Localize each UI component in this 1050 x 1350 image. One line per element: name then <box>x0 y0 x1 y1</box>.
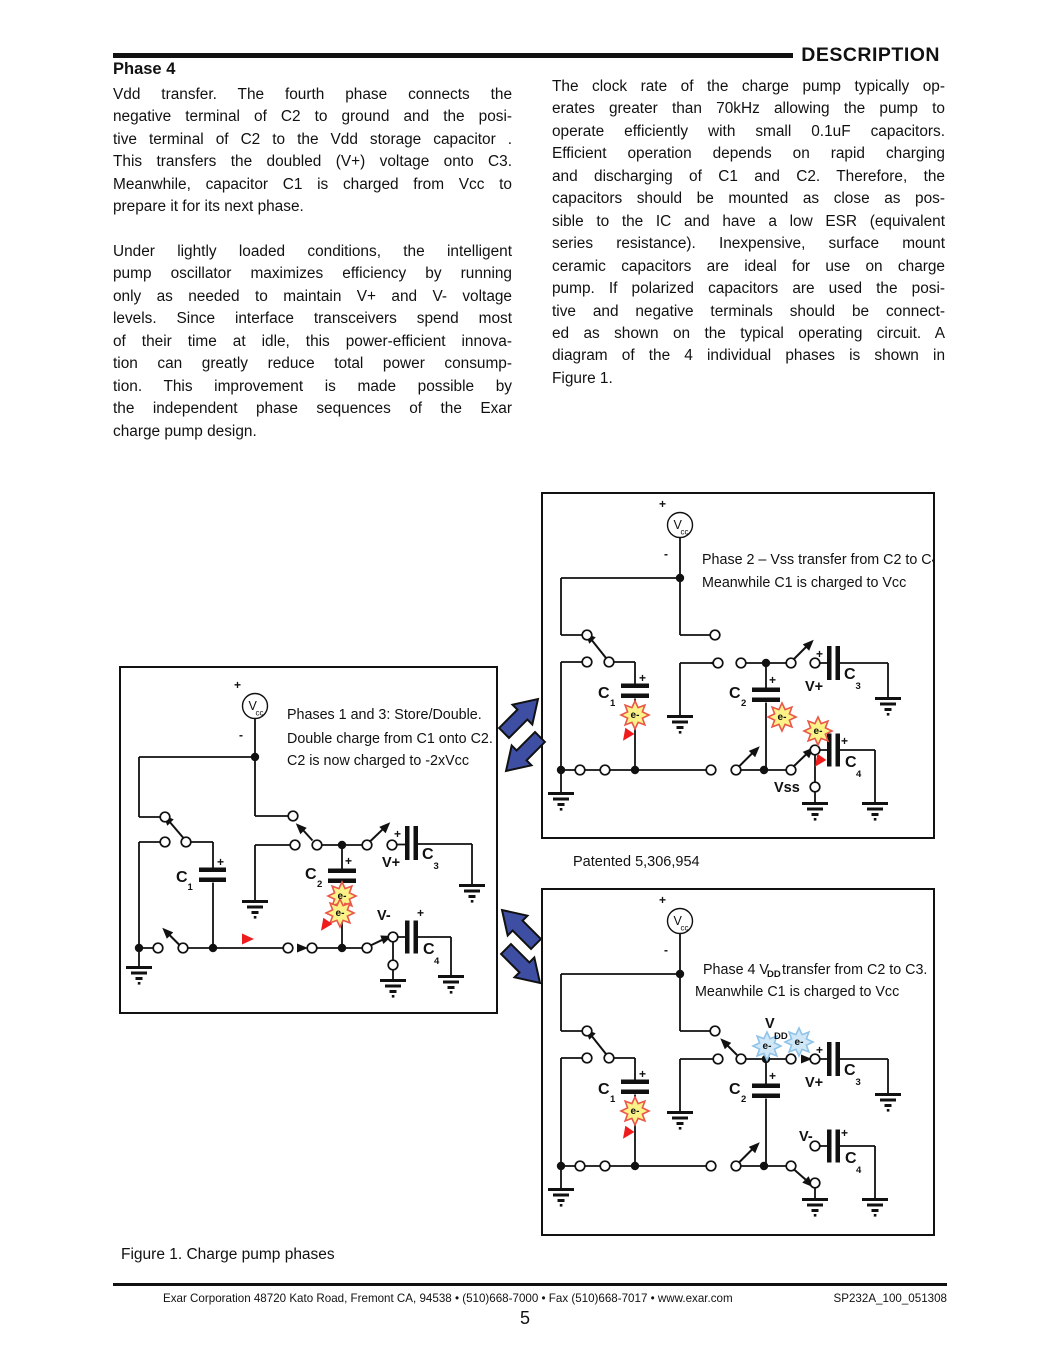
current-flow-arrows <box>618 1126 634 1142</box>
phase4-caption-line1-post: transfer from C2 to C3. <box>782 962 928 978</box>
c4-plus: + <box>417 906 425 920</box>
cap-c4-label: C <box>845 1150 857 1167</box>
subsection-title: Phase 4 <box>113 60 176 78</box>
vdd-subscript: DD <box>774 1031 788 1042</box>
cap-c3-label: C <box>422 846 434 863</box>
phase4-caption-line1-sub: DD <box>767 969 781 980</box>
text-line: charge pump design. <box>113 422 257 440</box>
c4-plus: + <box>841 734 849 748</box>
cap-c1-subscript: 1 <box>187 882 193 893</box>
text-line: tion. This improvement is made possible by <box>113 377 512 395</box>
electron-label: e- <box>335 908 345 919</box>
switch-levers <box>591 1035 806 1180</box>
left-column-paragraph-2 <box>113 241 512 443</box>
c1-plus: + <box>639 1067 647 1081</box>
cap-c4-label: C <box>423 941 435 958</box>
text-line: This transfers the doubled (V+) voltage onto C3. <box>113 153 512 171</box>
vcc-subscript: cc <box>680 527 689 537</box>
vcc-label: V <box>248 699 257 713</box>
header-rule <box>113 53 793 58</box>
phase4-caption-line2: Meanwhile C1 is charged to Vcc <box>695 984 900 1000</box>
text-line: ceramic capacitors are ideal for use on charge <box>552 257 945 275</box>
electron-badges <box>621 701 832 745</box>
cap-c3-label: C <box>844 666 856 683</box>
footer-doc-code: SP232A_100_051308 <box>833 1292 947 1305</box>
cap-c1-label: C <box>598 1081 610 1098</box>
cap-c4-subscript: 4 <box>434 956 440 967</box>
c1-plus: + <box>217 855 225 869</box>
c3-plus: + <box>816 647 824 661</box>
vminus-label: V- <box>799 1129 813 1145</box>
arrow-northwest <box>492 900 546 954</box>
phase4-circuit <box>543 890 933 1234</box>
cap-c2-subscript: 2 <box>741 1094 747 1105</box>
text-line: Vdd transfer. The fourth phase connects the <box>113 86 512 103</box>
text-line: prepare it for its next phase. <box>113 198 304 216</box>
switch-contacts <box>575 1026 820 1188</box>
phase-transition-arrows-bottom <box>490 896 552 996</box>
junction-dots <box>135 753 346 952</box>
switch-arrowheads <box>159 812 394 953</box>
vminus-label: V- <box>377 908 391 924</box>
text-line: negative terminal of C2 to ground and the posi- <box>113 108 512 126</box>
arrow-southwest <box>496 727 550 781</box>
text-line: the independent phase sequences of the Exar <box>113 400 512 418</box>
arrow-northeast <box>494 689 548 743</box>
vcc-source <box>234 678 268 742</box>
phase2-circuit <box>543 494 933 837</box>
page-number: 5 <box>519 1308 530 1328</box>
vplus-label: V+ <box>805 1075 824 1091</box>
c3-plus: + <box>394 827 402 841</box>
text-line: tive terminal of C2 to the Vdd storage capacitor . <box>113 130 512 148</box>
text-line: Under lightly loaded conditions, the intelligent <box>113 243 512 260</box>
text-line: levels. Since interface transceivers spend most <box>113 310 512 328</box>
text-line: and discharging of C1 and C2. Therefore, the <box>552 167 945 185</box>
c2-plus: + <box>769 1069 777 1083</box>
plus-sign: + <box>234 678 242 692</box>
footer-company-line: Exar Corporation 48720 Kato Road, Fremont CA, 94538 • (510)668-7000 • Fax (510)668-7017 • www.exar.com <box>163 1292 733 1305</box>
text-line: of their time at idle, this power-efficient innova- <box>113 332 512 350</box>
capacitor-plates <box>199 826 418 954</box>
cap-c3-subscript: 3 <box>855 681 861 692</box>
text-line: sible to the IC and have a low ESR (equivalent <box>552 212 945 230</box>
text-line: erates greater than 70kHz allowing the pump to <box>552 100 945 118</box>
text-line: The clock rate of the charge pump typically op- <box>552 78 945 95</box>
cap-c2-label: C <box>729 685 741 702</box>
c1-plus: + <box>639 671 647 685</box>
vcc-subscript: cc <box>255 708 264 718</box>
footer-rule <box>113 1283 947 1286</box>
phase2-caption-line1: Phase 2 – Vss transfer from C2 to C4. <box>702 552 933 568</box>
phase4-diagram-box <box>541 888 935 1236</box>
text-line: Efficient operation depends on rapid charging <box>552 145 945 163</box>
text-line: pump oscillator maximizes efficiency by running <box>113 265 512 283</box>
minus-sign: - <box>664 943 668 957</box>
cap-c3-label: C <box>844 1062 856 1079</box>
vdd-label: V <box>765 1016 775 1032</box>
text-line: Figure 1. <box>552 369 613 387</box>
cap-c3-subscript: 3 <box>433 861 439 872</box>
cap-c1-subscript: 1 <box>610 698 616 709</box>
phases13-caption-line3: C2 is now charged to -2xVcc <box>287 753 469 769</box>
phases13-caption-line1: Phases 1 and 3: Store/Double. <box>287 707 482 723</box>
cap-c2-subscript: 2 <box>317 879 323 890</box>
text-line: ed as shown on the typical operating circuit. A <box>552 324 945 342</box>
electron-label: e- <box>630 1106 640 1117</box>
phase-transition-arrows-top <box>490 688 552 784</box>
cap-c1-label: C <box>598 685 610 702</box>
electron-badges <box>621 1028 813 1125</box>
capacitor-plates <box>621 646 840 767</box>
cap-c4-subscript: 4 <box>856 1165 862 1176</box>
switch-levers <box>591 639 807 767</box>
cap-c1-subscript: 1 <box>610 1094 616 1105</box>
text-line: capacitors should be mounted as close as pos- <box>552 190 945 208</box>
vss-label: Vss <box>774 780 800 796</box>
phases13-caption-line2: Double charge from C1 onto C2. <box>287 731 493 747</box>
junction-dots <box>557 574 770 774</box>
left-column-paragraph-1 <box>113 84 512 219</box>
electron-label: e- <box>762 1041 772 1052</box>
vplus-label: V+ <box>805 679 824 695</box>
phases13-diagram-box <box>119 666 498 1014</box>
plus-sign: + <box>659 497 667 511</box>
text-line: only as needed to maintain V+ and V- voltage <box>113 287 512 305</box>
cap-c3-subscript: 3 <box>855 1077 861 1088</box>
cap-c2-label: C <box>729 1081 741 1098</box>
phase2-caption-line2: Meanwhile C1 is charged to Vcc <box>702 575 907 591</box>
vplus-label: V+ <box>382 855 401 871</box>
text-line: tive and negative terminals should be connect- <box>552 302 945 320</box>
text-line: operate efficiently with small 0.1uF capacitors. <box>552 122 945 140</box>
electron-label: e- <box>794 1037 804 1048</box>
vcc-subscript: cc <box>680 923 689 933</box>
vcc-source <box>659 893 693 957</box>
c2-plus: + <box>345 854 353 868</box>
electron-label: e- <box>337 891 347 902</box>
phase4-caption-line1-pre: Phase 4 V <box>703 962 769 978</box>
vcc-source <box>659 497 693 561</box>
section-title: DESCRIPTION <box>801 44 940 66</box>
patent-note: Patented 5,306,954 <box>573 854 700 870</box>
c4-plus: + <box>841 1126 849 1140</box>
text-line: series resistance). Inexpensive, surface mount <box>552 235 945 253</box>
text-line: Meanwhile, capacitor C1 is charged from Vcc to <box>113 175 512 193</box>
text-line: diagram of the 4 individual phases is shown in <box>552 347 945 365</box>
vcc-label: V <box>673 518 682 532</box>
electron-label: e- <box>777 712 787 723</box>
phase2-diagram-box <box>541 492 935 839</box>
text-line: pump. If polarized capacitors are used the posi- <box>552 280 945 298</box>
phases13-circuit <box>121 668 496 1012</box>
cap-c2-label: C <box>305 866 317 883</box>
vcc-label: V <box>673 914 682 928</box>
c3-plus: + <box>816 1043 824 1057</box>
electron-label: e- <box>813 726 823 737</box>
figure-caption: Figure 1. Charge pump phases <box>121 1246 335 1263</box>
electron-label: e- <box>630 710 640 721</box>
text-line: tion can greatly reduce total power consump- <box>113 355 512 373</box>
plus-sign: + <box>659 893 667 907</box>
cap-c4-subscript: 4 <box>856 769 862 780</box>
right-column-paragraph <box>552 76 945 390</box>
cap-c2-subscript: 2 <box>741 698 747 709</box>
cap-c1-label: C <box>176 869 188 886</box>
minus-sign: - <box>239 728 243 742</box>
minus-sign: - <box>664 547 668 561</box>
arrow-southeast <box>496 939 550 993</box>
cap-c4-label: C <box>845 754 857 771</box>
c2-plus: + <box>769 673 777 687</box>
electron-badges <box>326 882 356 927</box>
current-flow-arrows <box>242 918 332 945</box>
